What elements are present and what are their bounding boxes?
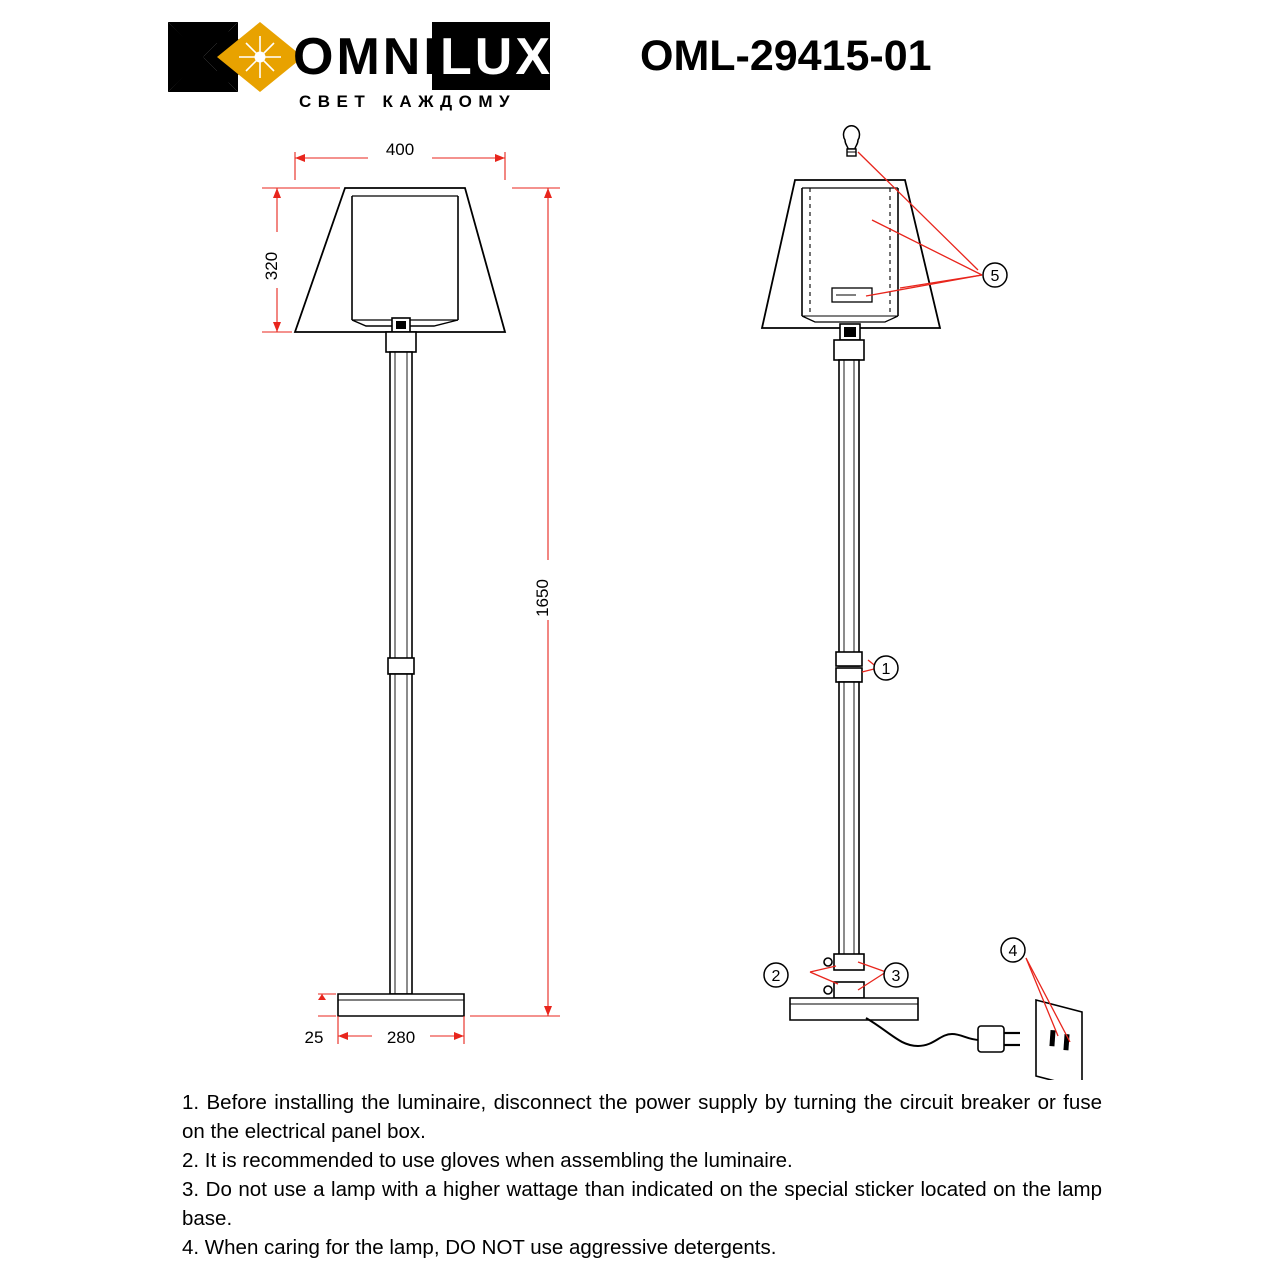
- dim-base-thickness: 25: [304, 1028, 324, 1047]
- instruction-item-4: 4. When caring for the lamp, DO NOT use aggressive detergents.: [182, 1236, 777, 1259]
- header: [0, 0, 1280, 130]
- bulb-icon: [843, 126, 859, 156]
- instruction-item-3: 3. Do not use a lamp with a higher wattage than indicated on the special sticker located on the lamp base.: [182, 1178, 1102, 1230]
- callout-1: [874, 656, 898, 680]
- callout-4: [1001, 938, 1025, 962]
- floor-lamp-front-view-with-dimensions: [295, 188, 505, 1016]
- floor-lamp-assembly-view-with-callouts: [762, 126, 1082, 1080]
- product-code: OML-29415-01: [640, 32, 932, 80]
- svg-text:2: 2: [771, 968, 781, 985]
- dim-shade-height: 320: [262, 251, 281, 281]
- svg-text:3: 3: [891, 968, 901, 985]
- instruction-item-2: 2. It is recommended to use gloves when assembling the luminaire.: [182, 1149, 793, 1172]
- instructions-list: [182, 1088, 1102, 1262]
- logo-word-lux: LUX: [440, 28, 553, 86]
- callout-markers: [764, 263, 1025, 987]
- dim-shade-width: 400: [385, 140, 415, 159]
- logo-word-omni: OMNI: [293, 28, 441, 86]
- instruction-item-1: 1. Before installing the luminaire, disconnect the power supply by turning the circuit breaker or fuse on the electrical panel box.: [182, 1091, 1102, 1143]
- dim-total-height: 1650: [533, 579, 552, 617]
- svg-text:5: 5: [990, 268, 1000, 285]
- callout-2: [764, 963, 788, 987]
- brand-logo: [160, 14, 590, 114]
- logo-tagline: СВЕТ КАЖДОМУ: [299, 92, 517, 111]
- svg-text:4: 4: [1008, 943, 1018, 960]
- wall-outlet-icon: [1036, 1000, 1082, 1080]
- technical-drawing: [0, 120, 1280, 1080]
- callout-3: [884, 963, 908, 987]
- svg-text:1: 1: [881, 661, 891, 678]
- power-plug-icon: [978, 1026, 1020, 1052]
- callout-5: [983, 263, 1007, 287]
- dim-base-diameter: 280: [386, 1028, 416, 1047]
